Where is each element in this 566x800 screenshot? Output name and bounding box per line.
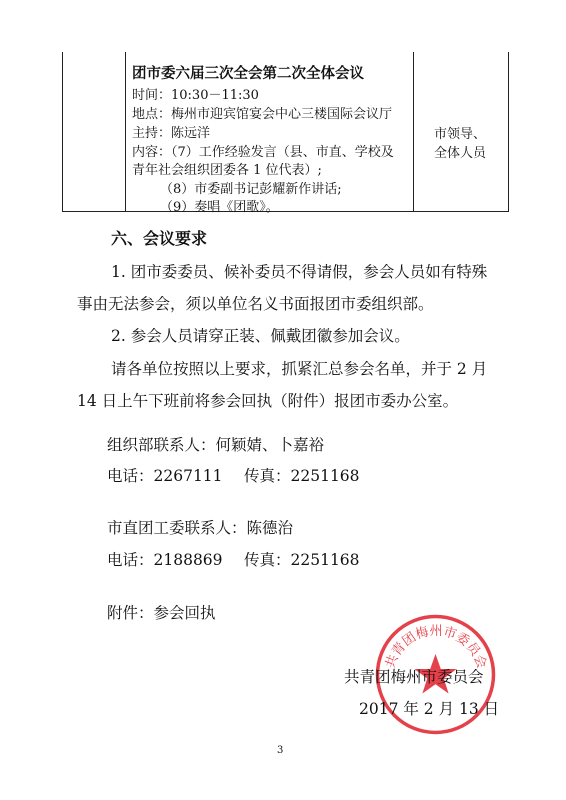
table-content-3: （8）市委副书记彭耀新作讲话; <box>160 182 342 197</box>
requirement-1-line-2: 事由无法参会，须以单位名义书面报团市委组织部。 <box>77 295 434 313</box>
direct-committee-contact: 市直团工委联系人：陈德治 <box>107 519 294 537</box>
table-column-divider <box>413 52 414 211</box>
requirement-1-line-1: 1. 团市委委员、候补委员不得请假，参会人员如有特殊 <box>111 263 488 281</box>
table-content-1: 内容：（7）工作经验发言（县、市直、学校及 <box>132 145 394 160</box>
table-attendees-1: 市领导、 <box>433 127 486 142</box>
notice-line-1: 请各单位按照以上要求，抓紧汇总参会名单，并于 2 月 <box>111 360 488 378</box>
org-dept-contact: 组织部联系人：何颖婧、卜嘉裕 <box>107 436 325 454</box>
issuing-organization: 共青团梅州市委员会 <box>344 668 484 686</box>
attachment-note: 附件：参会回执 <box>107 604 216 622</box>
section-heading: 六、会议要求 <box>111 229 208 248</box>
page-number: 3 <box>277 745 284 756</box>
table-session-title: 团市委六届三次全会第二次全体会议 <box>132 65 364 82</box>
org-dept-phone: 电话：2267111 <box>107 467 223 485</box>
org-dept-fax: 传真：2251168 <box>244 467 360 485</box>
table-host: 主持：陈远洋 <box>132 126 211 141</box>
seal-text: 共青团梅州市委员会 <box>383 624 489 671</box>
table-attendees-2: 全体人员 <box>433 146 486 161</box>
issue-date: 2017 年 2 月 13 日 <box>359 700 500 718</box>
requirement-2: 2. 参会人员请穿正装、佩戴团徽参加会议。 <box>111 327 410 345</box>
notice-line-2: 14 日上午下班前将参会回执（附件）报团市委办公室。 <box>77 392 459 410</box>
table-time: 时间：10:30－11:30 <box>132 88 259 103</box>
direct-committee-phone: 电话：2188869 <box>107 551 223 569</box>
table-content-4: （9）奏唱《团歌》。 <box>160 200 279 215</box>
direct-committee-fax: 传真：2251168 <box>244 551 360 569</box>
table-column-divider <box>125 52 126 211</box>
table-content-2: 青年社会组织团委各 1 位代表）; <box>132 163 322 178</box>
table-place: 地点：梅州市迎宾馆宴会中心三楼国际会议厅 <box>132 107 393 122</box>
